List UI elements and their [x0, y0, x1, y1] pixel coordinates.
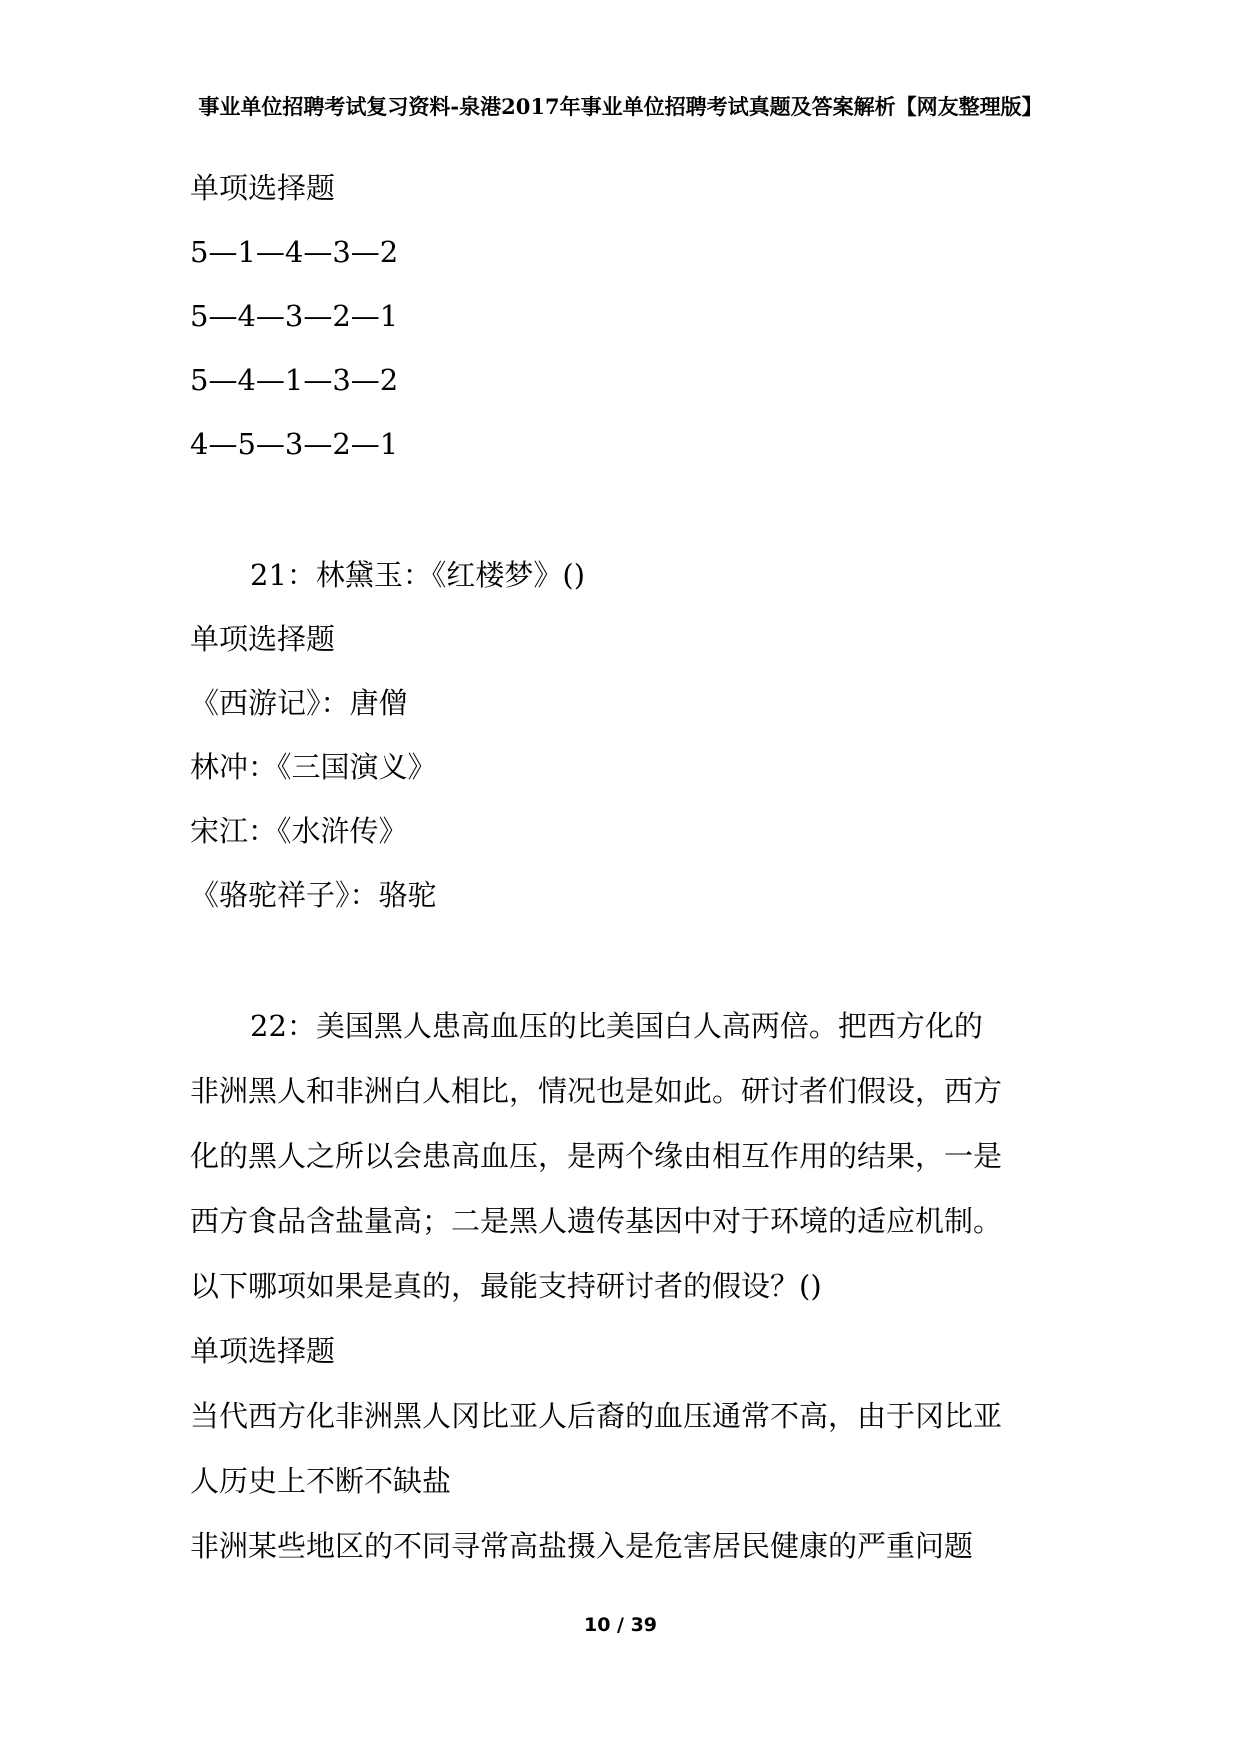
- question-22-stem-line: 化的黑人之所以会患高血压，是两个缘由相互作用的结果，一是: [190, 1139, 1003, 1173]
- option-c: 宋江：《水浒传》: [190, 814, 408, 848]
- question-21-stem: 21：林黛玉：《红楼梦》(): [250, 558, 586, 592]
- option-b: 林冲：《三国演义》: [190, 750, 437, 784]
- option-d: 4—5—3—2—1: [190, 427, 399, 461]
- question-22-stem-line: 22：美国黑人患高血压的比美国白人高两倍。把西方化的: [250, 1009, 983, 1043]
- option-b: 5—4—3—2—1: [190, 299, 399, 333]
- question-22-stem-line: 非洲黑人和非洲白人相比，情况也是如此。研讨者们假设，西方: [190, 1074, 1003, 1108]
- page-number: 10 / 39: [583, 1614, 658, 1636]
- option-a: 《西游记》：唐僧: [190, 686, 408, 720]
- option-b: 非洲某些地区的不同寻常高盐摄入是危害居民健康的严重问题: [190, 1529, 974, 1563]
- option-a: 5—1—4—3—2: [190, 235, 399, 269]
- option-d: 《骆驼祥子》：骆驼: [190, 878, 437, 912]
- question-type-label: 单项选择题: [190, 171, 336, 205]
- question-22-stem-line: 西方食品含盐量高；二是黑人遗传基因中对于环境的适应机制。: [190, 1204, 1003, 1238]
- question-22-stem-line: 以下哪项如果是真的，最能支持研讨者的假设？(): [190, 1269, 822, 1303]
- question-type-label: 单项选择题: [190, 1334, 336, 1368]
- question-type-label: 单项选择题: [190, 622, 336, 656]
- page-header: 事业单位招聘考试复习资料-泉港2017年事业单位招聘考试真题及答案解析【网友整理版】: [198, 94, 1043, 119]
- option-a-line: 人历史上不断不缺盐: [190, 1464, 452, 1498]
- option-a-line: 当代西方化非洲黑人冈比亚人后裔的血压通常不高，由于冈比亚: [190, 1399, 1003, 1433]
- option-c: 5—4—1—3—2: [190, 363, 399, 397]
